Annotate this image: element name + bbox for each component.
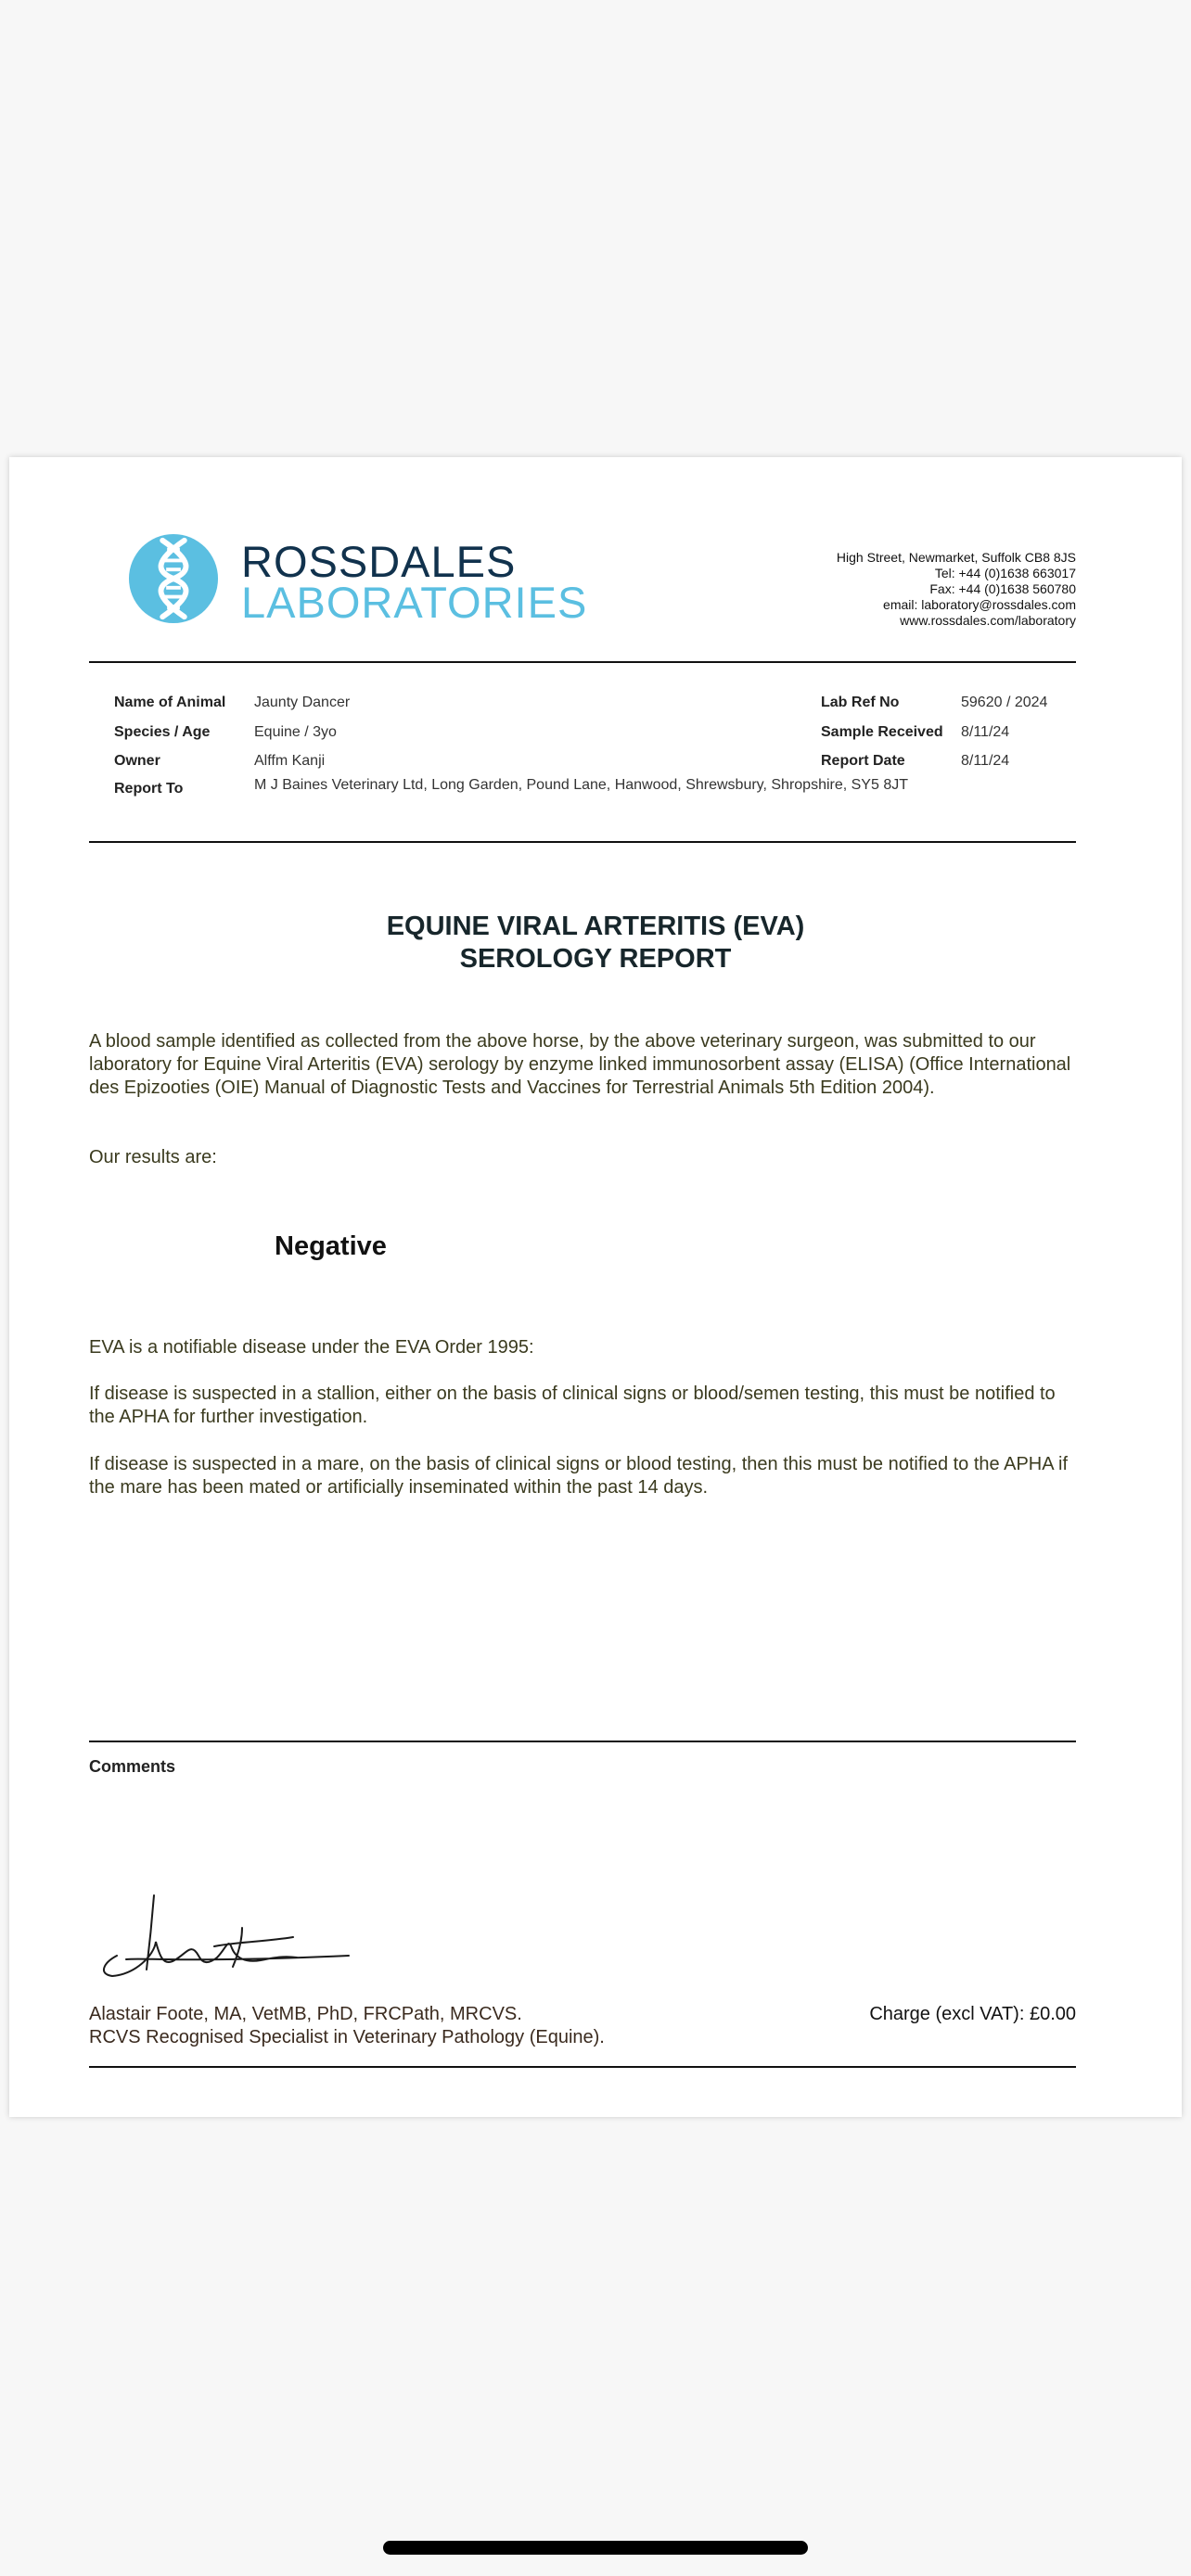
footer-divider <box>89 2066 1076 2068</box>
header-divider <box>89 661 1076 663</box>
contact-email: email: laboratory@rossdales.com <box>883 597 1076 612</box>
brand-name-line2: LABORATORIES <box>241 578 588 627</box>
stallion-note: If disease is suspected in a stallion, either on the basis of clinical signs or blood/semen testing, this must be notified to the APHA for further investigation. <box>89 1384 1056 1427</box>
test-result: Negative <box>275 1231 387 1261</box>
species-age-value: Equine / 3yo <box>254 724 337 740</box>
contact-tel: Tel: +44 (0)1638 663017 <box>934 566 1076 580</box>
report-page <box>9 457 1182 2117</box>
owner-label: Owner <box>114 753 160 769</box>
comments-divider <box>89 1741 1076 1742</box>
charge-amount: Charge (excl VAT): £0.00 <box>869 2004 1076 2024</box>
brand-name-line1: ROSSDALES <box>241 537 517 586</box>
report-to-label: Report To <box>114 781 184 797</box>
dna-helix-icon <box>128 533 219 624</box>
home-indicator[interactable] <box>383 2541 808 2555</box>
intro-paragraph: A blood sample identified as collected from the above horse, by the above veterinary surgeon, was submitted to our laboratory for Equine Viral Arteritis (EVA) serology by enzyme linked immunosorbent assay (ELISA) (Office International des Epizooties (OIE) Manual of Diagnostic Tests and Vaccines for Terrestrial Animals 5th Edition 2004). <box>89 1031 1071 1098</box>
lab-ref-value: 59620 / 2024 <box>961 695 1048 710</box>
report-date-value: 8/11/24 <box>961 753 1010 769</box>
animal-name-label: Name of Animal <box>114 695 226 710</box>
report-date-label: Report Date <box>821 753 905 769</box>
owner-value: Alffm Kanji <box>254 753 326 769</box>
report-title-line2: SEROLOGY REPORT <box>459 944 732 974</box>
notifiable-statement: EVA is a notifiable disease under the EVA Order 1995: <box>89 1337 534 1358</box>
comments-label: Comments <box>89 1757 176 1776</box>
species-age-label: Species / Age <box>114 724 211 740</box>
details-divider <box>89 841 1076 843</box>
signatory-title: RCVS Recognised Specialist in Veterinary Pathology (Equine). <box>89 2027 605 2047</box>
handwritten-signature <box>98 1891 358 1979</box>
sample-received-value: 8/11/24 <box>961 724 1010 740</box>
rossdales-logo <box>128 533 610 635</box>
report-to-value: M J Baines Veterinary Ltd, Long Garden, Pound Lane, Hanwood, Shrewsbury, Shropshire, SY5 8JT <box>254 777 908 793</box>
report-title-line1: EQUINE VIRAL ARTERITIS (EVA) <box>386 912 805 941</box>
contact-fax: Fax: +44 (0)1638 560780 <box>929 581 1076 596</box>
mare-note: If disease is suspected in a mare, on the basis of clinical signs or blood testing, then this must be notified to the APHA if the mare has been mated or artificially inseminated within the past 14 days. <box>89 1454 1069 1498</box>
contact-address: High Street, Newmarket, Suffolk CB8 8JS <box>836 550 1076 565</box>
sample-received-label: Sample Received <box>821 724 943 740</box>
lab-ref-label: Lab Ref No <box>821 695 900 710</box>
contact-block <box>837 550 1076 629</box>
signatory-name: Alastair Foote, MA, VetMB, PhD, FRCPath, MRCVS. <box>89 2004 522 2024</box>
contact-web: www.rossdales.com/laboratory <box>900 613 1076 628</box>
results-intro: Our results are: <box>89 1147 217 1167</box>
animal-name-value: Jaunty Dancer <box>254 695 351 710</box>
signatory-block <box>89 2003 605 2049</box>
